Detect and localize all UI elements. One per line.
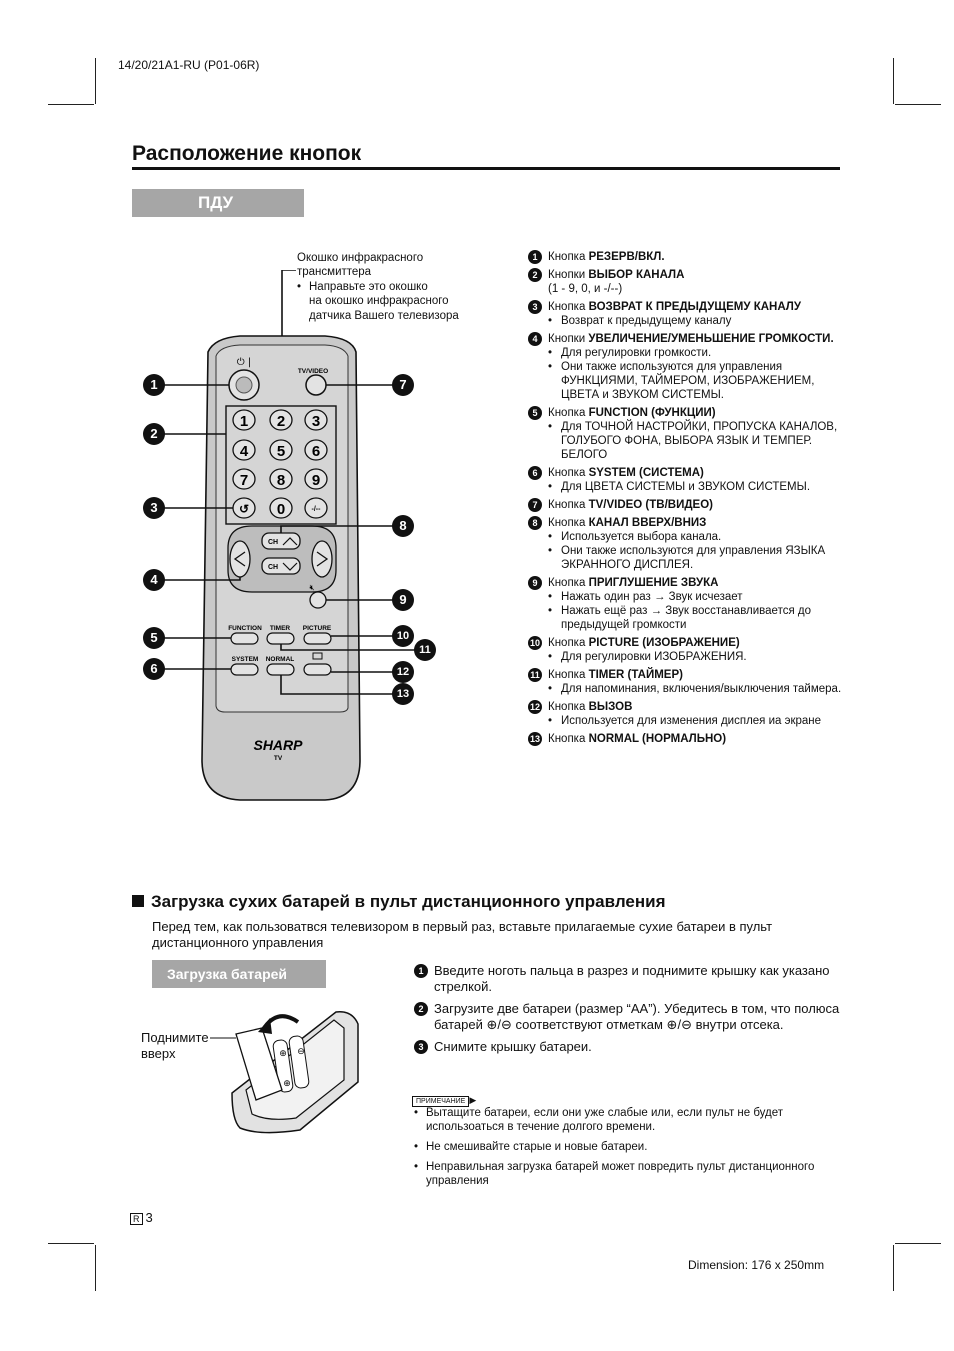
- legend-number: 3: [528, 300, 542, 314]
- legend-number: 4: [528, 332, 542, 346]
- legend-number: 2: [528, 268, 542, 282]
- section-tag: ПДУ: [132, 189, 304, 217]
- legend-item: [528, 516, 848, 572]
- callout-10: 10: [392, 625, 414, 647]
- picture-label: PICTURE: [302, 625, 332, 632]
- battery-section-title: Загрузка сухих батарей в пульт дистанционного управления: [132, 892, 666, 912]
- note-item: • Неправильная загрузка батарей может повредить пульт дистанционного управления: [412, 1160, 832, 1188]
- note-badge: ПРИМЕЧАНИЕ ▶: [412, 1090, 476, 1108]
- system-button: [231, 664, 258, 675]
- picture-button: [304, 633, 331, 644]
- dash-key-label: -/--: [311, 506, 321, 513]
- ir-caption-line: трансмиттера: [297, 266, 372, 279]
- step-text: Введите ноготь пальца в разрез и поднимите крышку как указано стрелкой.: [434, 963, 830, 994]
- key-8-label: 8: [276, 472, 286, 489]
- mute-icon: 🔇︎: [309, 583, 315, 592]
- step-number: 1: [414, 964, 428, 978]
- legend-prefix: Кнопка: [548, 499, 589, 511]
- legend-number: 1: [528, 250, 542, 264]
- legend-prefix: Кнопка: [548, 701, 589, 713]
- function-button: [231, 633, 258, 644]
- key-2-label: 2: [276, 413, 286, 430]
- ch-up-label: CH: [267, 539, 279, 546]
- normal-button: [267, 664, 294, 675]
- power-icon: ⏻ |: [236, 357, 252, 368]
- legend-button-name: ВЫБОР КАНАЛА: [588, 269, 685, 281]
- section-square-icon: [132, 895, 144, 907]
- plus-icon: ⊕: [279, 1049, 287, 1059]
- lift-label: Поднимите вверх: [141, 1030, 209, 1061]
- crop-mark: [893, 1245, 894, 1291]
- step-text: Снимите крышку батареи.: [434, 1039, 592, 1054]
- legend-item: [528, 668, 848, 696]
- crop-mark: [95, 58, 96, 104]
- legend-button-name: РЕЗЕРВ/ВКЛ.: [588, 251, 665, 263]
- function-label: FUNCTION: [228, 625, 262, 632]
- ir-caption-line: датчика Вашего телевизора: [309, 309, 459, 322]
- legend-bullet: • Используется выбора канала.: [528, 530, 848, 544]
- key-3-label: 3: [311, 413, 321, 430]
- legend-button-name: NORMAL (НОРМАЛЬНО): [588, 733, 727, 745]
- ir-caption-line: на окошко инфракрасного: [309, 295, 449, 308]
- brand-logo: SHARP: [253, 737, 303, 753]
- doc-code: 14/20/21A1-RU (P01-06R): [118, 58, 260, 72]
- battery-step: [414, 1039, 844, 1055]
- legend-number: 6: [528, 466, 542, 480]
- legend-prefix: Кнопка: [548, 407, 589, 419]
- volume-down-button: [230, 541, 250, 577]
- minus-icon: ⊖: [297, 1047, 305, 1057]
- timer-label: TIMER: [269, 625, 291, 632]
- note-item: • Вытащите батареи, если они уже слабые или, если пульт не будет использоаться в течение долгого времени.: [412, 1106, 832, 1134]
- power-button-inner: [236, 377, 252, 393]
- crop-mark: [893, 58, 894, 104]
- legend-item: [528, 250, 848, 264]
- crop-mark: [895, 104, 941, 105]
- callout-8: 8: [392, 515, 414, 537]
- legend-button-name: SYSTEM (СИСТЕМА): [588, 467, 704, 479]
- legend-number: 5: [528, 406, 542, 420]
- legend-item: [528, 498, 848, 512]
- legend-number: 12: [529, 702, 540, 712]
- note-item: • Не смешивайте старые и новые батареи.: [412, 1140, 832, 1154]
- callout-4: 4: [143, 569, 165, 591]
- button-legend: [528, 250, 848, 750]
- recall-button: [304, 664, 331, 675]
- legend-bullet: • Для регулировки громкости.: [528, 346, 848, 360]
- system-label: SYSTEM: [231, 656, 259, 663]
- legend-item: [528, 732, 848, 746]
- legend-item: [528, 268, 848, 296]
- crop-mark: [95, 1245, 96, 1291]
- callout-1: 1: [143, 374, 165, 396]
- battery-subhead: Загрузка батарей: [152, 960, 326, 988]
- flashback-label: ↺: [238, 502, 250, 516]
- legend-bullet: • Для ТОЧНОЙ НАСТРОЙКИ, ПРОПУСКА КАНАЛОВ, ГОЛУБОГО ФОНА, ВЫБОРА ЯЗЫК И ТЕМПЕР. БЕЛОГО: [528, 420, 848, 462]
- dimension-note: Dimension: 176 x 250mm: [688, 1258, 825, 1272]
- legend-button-name: УВЕЛИЧЕНИЕ/УМЕНЬШЕНИЕ ГРОМКОСТИ.: [588, 333, 834, 345]
- battery-illustration: [210, 1008, 370, 1140]
- callout-9: 9: [392, 589, 414, 611]
- legend-number: 10: [529, 638, 540, 648]
- crop-mark: [895, 1243, 941, 1244]
- timer-button: [267, 633, 294, 644]
- legend-item: [528, 332, 848, 402]
- legend-button-name: ПРИГЛУШЕНИЕ ЗВУКА: [588, 577, 719, 589]
- legend-bullet: • Они также используются для управления ЯЗЫКА ЭКРАННОГО ДИСПЛЕЯ.: [528, 544, 848, 572]
- key-4-label: 4: [239, 443, 249, 460]
- legend-number: 8: [528, 516, 542, 530]
- ir-leader-line: [282, 270, 296, 336]
- legend-number: 13: [529, 734, 540, 744]
- legend-button-name: PICTURE (ИЗОБРАЖЕНИЕ): [588, 637, 740, 649]
- legend-bullet: • Для регулировки ИЗОБРАЖЕНИЯ.: [528, 650, 848, 664]
- legend-bullet: • Нажать ещё раз → Звук восстанавливается до предыдущей громкости: [528, 604, 848, 632]
- ir-caption-line: Окошко инфракрасного: [297, 252, 424, 264]
- legend-item: [528, 636, 848, 664]
- legend-button-name: ВЫЗОВ: [588, 701, 633, 713]
- mute-button: [310, 592, 326, 608]
- r-mark: R: [130, 1213, 143, 1225]
- legend-number: 7: [528, 498, 542, 512]
- callout-3: 3: [143, 497, 165, 519]
- remote-illustration: [130, 270, 430, 810]
- legend-prefix: Кнопка: [548, 669, 589, 681]
- legend-number: 11: [528, 668, 542, 682]
- brand-sub: TV: [273, 755, 283, 762]
- legend-button-name: ВОЗВРАТ К ПРЕДЫДУЩЕМУ КАНАЛУ: [588, 301, 802, 313]
- volume-up-button: [312, 541, 332, 577]
- key-0-label: 0: [276, 501, 286, 518]
- callout-2: 2: [143, 423, 165, 445]
- legend-item: [528, 300, 848, 328]
- legend-bullet: • Используется для изменения дисплея иа экране: [528, 714, 848, 728]
- legend-bullet: • Они также используются для управления ФУНКЦИЯМИ, ТАЙМЕРОМ, ИЗОБРАЖЕНИЕМ, ЦВЕТА и ЗВУКОМ СИСТЕМЫ.: [528, 360, 848, 402]
- page-title: Расположение кнопок: [132, 142, 362, 165]
- crop-mark: [48, 1243, 94, 1244]
- key-6-label: 6: [311, 443, 321, 460]
- key-5-label: 5: [276, 443, 286, 460]
- step-number: 2: [414, 1002, 428, 1016]
- legend-bullet: • Нажать один раз → Звук исчезает: [528, 590, 848, 604]
- ir-caption-bullet: • Направьте это окошко: [297, 280, 428, 293]
- callout-6: 6: [143, 658, 165, 680]
- legend-continuation: (1 - 9, 0, и -/--): [548, 283, 623, 295]
- legend-button-name: FUNCTION (ФУНКЦИИ): [588, 407, 716, 419]
- legend-prefix: Кнопка: [548, 467, 589, 479]
- callout-7: 7: [392, 374, 414, 396]
- legend-bullet: • Для ЦВЕТА СИСТЕМЫ и ЗВУКОМ СИСТЕМЫ.: [528, 480, 848, 494]
- title-rule: [132, 167, 840, 170]
- battery-notes: [412, 1106, 832, 1194]
- legend-item: [528, 576, 848, 632]
- legend-item: [528, 406, 848, 462]
- key-1-label: 1: [239, 413, 249, 430]
- legend-button-name: TIMER (ТАЙМЕР): [588, 669, 683, 681]
- callout-11: 11: [414, 639, 436, 661]
- legend-prefix: Кнопка: [548, 637, 589, 649]
- step-number: 3: [414, 1040, 428, 1054]
- legend-number: 9: [528, 576, 542, 590]
- battery-steps: [414, 963, 844, 1061]
- legend-button-name: TV/VIDEO (ТВ/ВИДЕО): [588, 499, 713, 511]
- battery-intro: Перед тем, как пользоватвся телевизором в первый раз, вставьте прилагаемые сухие батареи в пульт дистанционного управления: [152, 919, 773, 950]
- callout-13: 13: [392, 683, 414, 705]
- legend-button-name: КАНАЛ ВВЕРХ/ВНИЗ: [588, 517, 707, 529]
- key-7-label: 7: [239, 472, 249, 489]
- legend-prefix: Кнопка: [548, 733, 589, 745]
- crop-mark: [48, 104, 94, 105]
- tvvideo-label: TV/VIDEO: [297, 368, 329, 375]
- callout-12: 12: [392, 661, 414, 683]
- legend-item: [528, 700, 848, 728]
- lift-arrow-head: [258, 1018, 272, 1034]
- plus-icon: ⊕: [283, 1079, 291, 1089]
- legend-prefix: Кнопка: [548, 577, 589, 589]
- legend-bullet: • Для напоминания, включения/выключения таймера.: [528, 682, 848, 696]
- normal-label: NORMAL: [265, 656, 295, 663]
- legend-prefix: Кнопки: [548, 333, 589, 345]
- battery-step: [414, 1001, 844, 1033]
- legend-prefix: Кнопка: [548, 301, 589, 313]
- legend-bullet: • Возврат к предыдущему каналу: [528, 314, 848, 328]
- tvvideo-button: [306, 375, 326, 395]
- step-text: Загрузите две батареи (размер “АА”). Убедитесь в том, что полюса батарей ⊕/⊖ соответствуют отметкам ⊕/⊖ внутри отсека.: [434, 1001, 840, 1032]
- legend-prefix: Кнопки: [548, 269, 589, 281]
- key-9-label: 9: [311, 472, 321, 489]
- ch-down-label: CH: [267, 564, 279, 571]
- legend-item: [528, 466, 848, 494]
- page-number: R 3: [130, 1210, 153, 1225]
- battery-step: [414, 963, 844, 995]
- legend-prefix: Кнопка: [548, 251, 589, 263]
- legend-prefix: Кнопка: [548, 517, 589, 529]
- callout-5: 5: [143, 627, 165, 649]
